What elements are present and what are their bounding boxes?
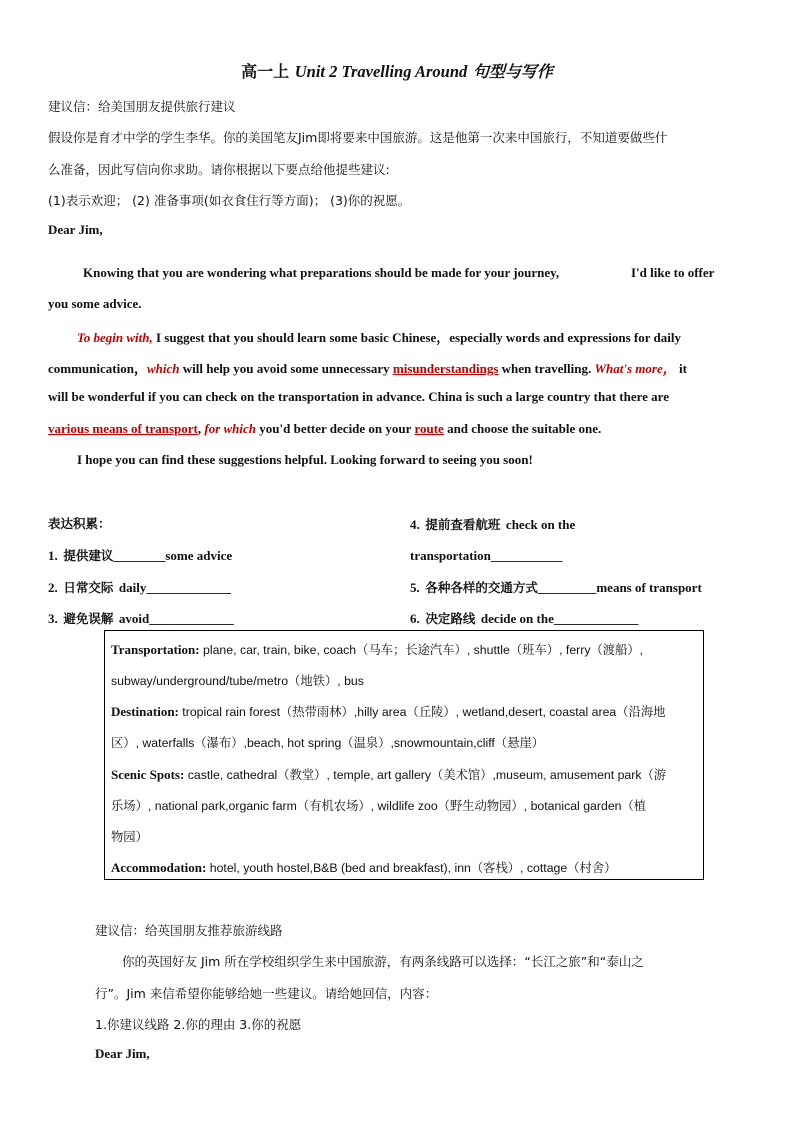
vocab-scenic-line3: 物园） [111, 830, 148, 844]
letter-p2-line2-c: when travelling. [498, 361, 595, 376]
vocab-scenic-line2: 乐场）, national park,organic farm（有机农场）, wildlife zoo（野生动物园）, botanical garden（植 [111, 799, 647, 813]
vocab-destination-label: Destination: [111, 704, 179, 719]
letter-p2-line3: will be wonderful if you can check on the transportation in advance. China is such a large country that there are [48, 389, 669, 404]
phrase-which: which [146, 361, 180, 376]
task2-prompt-line2: 行”。Jim 来信希望你能够给她一些建议。请给她回信，内容： [95, 986, 438, 1001]
page-title [0, 59, 794, 82]
vocab-accommodation-label: Accommodation: [111, 860, 207, 875]
letter-p1-a: Knowing that you are wondering what preparations should be made for your journey, [83, 265, 560, 280]
title-cn-suffix: 句型与写作 [472, 62, 553, 81]
letter-p2-line2-a: communication， [48, 361, 147, 376]
task1-prompt-line2: 么准备，因此写信向你求助。请你根据以下要点给他提些建议: [48, 162, 390, 177]
letter-p2-line4-a: , [197, 421, 202, 436]
expression-item-4-line2: transportation___________ [410, 548, 563, 563]
expression-item-3: 3. 避免误解 avoid_____________ [48, 611, 234, 626]
task2-greeting: Dear Jim, [95, 1046, 150, 1061]
expressions-heading: 表达积累： [48, 516, 111, 531]
expression-item-1: 1. 提供建议________some advice [48, 548, 233, 563]
phrase-whats-more: What's more， [594, 361, 676, 376]
vocab-destination-line2: 区）, waterfalls（瀑布）,beach, hot spring（温泉）,snowmountain,cliff（悬崖） [111, 736, 545, 750]
title-unit: Unit 2 Travelling Around [294, 62, 468, 81]
task1-greeting: Dear Jim, [48, 222, 103, 237]
letter-p2-line2-d: it [675, 361, 687, 376]
title-cn-prefix: 高一上 [241, 62, 290, 81]
vocab-scenic-label: Scenic Spots: [111, 767, 185, 782]
letter-p1-c: you some advice. [48, 296, 142, 311]
letter-p1-b: I'd like to offer [631, 265, 715, 280]
letter-p2-line2 [48, 358, 687, 377]
task2-prompt-line1: 你的英国好友 Jim 所在学校组织学生来中国旅游，有两条线路可以选择：“长江之旅”和“泰山之 [122, 954, 644, 969]
task1-heading: 建议信：给美国朋友提供旅行建议 [48, 99, 236, 114]
vocab-transport-label: Transportation: [111, 642, 200, 657]
vocabulary-box [104, 630, 704, 880]
task2-heading: 建议信：给英国朋友推荐旅游线路 [95, 923, 283, 938]
letter-p3: I hope you can find these suggestions helpful. Looking forward to seeing you soon! [77, 452, 533, 467]
expression-item-2: 2. 日常交际 daily_____________ [48, 580, 231, 595]
phrase-for-which: for which [201, 421, 257, 436]
phrase-route: route [414, 421, 444, 436]
letter-p2-line4 [48, 421, 601, 437]
vocab-accommodation-line1: Accommodation: hotel, youth hostel,B&B (bed and breakfast), inn（客栈）, cottage（村舍） [111, 860, 617, 875]
vocab-transport-line1: Transportation: plane, car, train, bike, coach（马车；长途汽车）, shuttle（班车）, ferry（渡船）, [111, 642, 644, 657]
letter-p2-line4-b: you'd better decide on your [256, 421, 415, 436]
vocab-destination-line1: Destination: tropical rain forest（热带雨林）,hilly area（丘陵）, wetland,desert, coastal area（沿海地 [111, 704, 666, 719]
expression-item-5: 5. 各种各样的交通方式_________means of transport [410, 580, 702, 595]
letter-p2-line2-b: will help you avoid some unnecessary [179, 361, 393, 376]
phrase-various-means: various means of transport [48, 421, 198, 436]
expression-item-6: 6. 决定路线 decide on the_____________ [410, 611, 639, 626]
letter-p2-line1 [77, 327, 681, 346]
letter-p2-line4-c: and choose the suitable one. [443, 421, 602, 436]
task1-points: (1)表示欢迎； (2) 准备事项(如衣食住行等方面)； (3)你的祝愿。 [48, 193, 411, 208]
phrase-misunderstandings: misunderstandings [392, 361, 499, 376]
vocab-transport-line2: subway/underground/tube/metro（地铁）, bus [111, 674, 364, 688]
task2-points: 1.你建议线路 2.你的理由 3.你的祝愿 [95, 1017, 302, 1032]
vocab-scenic-line1: Scenic Spots: castle, cathedral（教堂）, temple, art gallery（美术馆）,museum, amusement park（游 [111, 767, 667, 782]
phrase-to-begin-with: To begin with, [77, 330, 153, 345]
task1-prompt-line1: 假设你是育才中学的学生李华。你的美国笔友Jim即将要来中国旅游。这是他第一次来中国旅行，不知道要做些什 [48, 130, 668, 145]
expression-item-4: 4. 提前查看航班 check on the [410, 517, 576, 532]
letter-p2-line1-text: I suggest that you should learn some basic Chinese，especially words and expressions for daily [152, 330, 681, 345]
